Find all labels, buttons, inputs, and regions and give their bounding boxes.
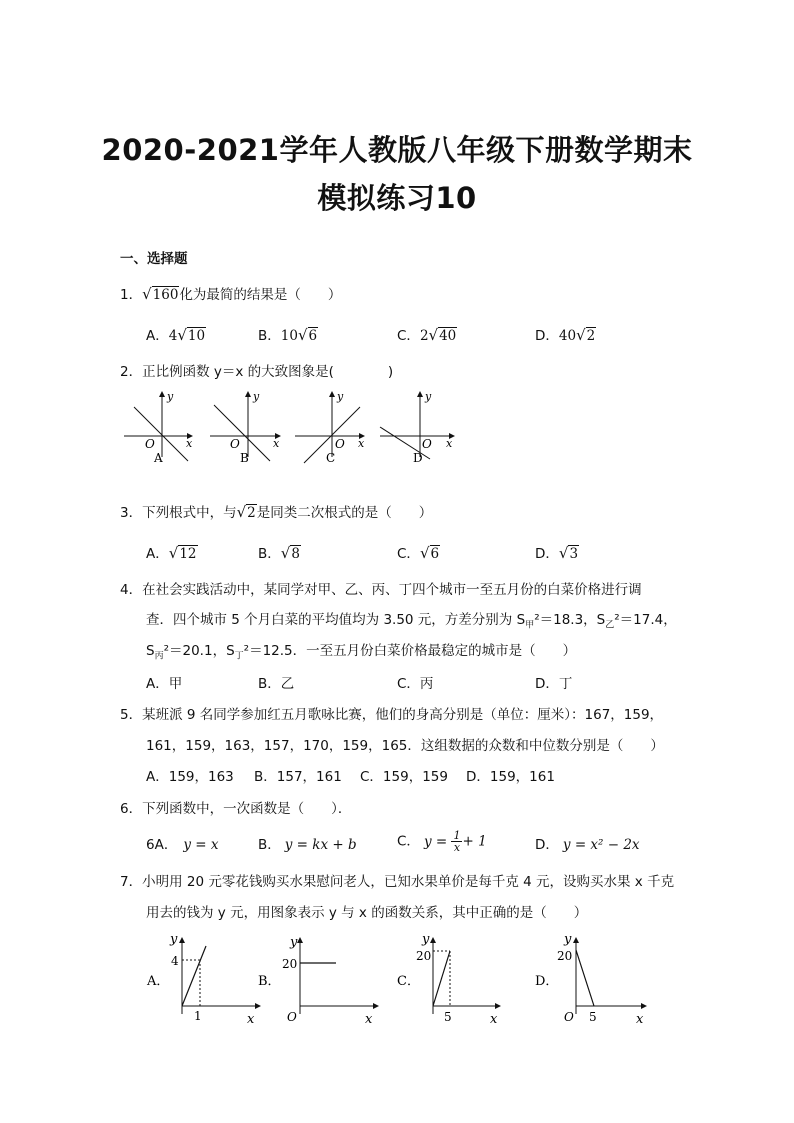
graph-c-letter: C <box>326 451 336 465</box>
question-1-radical: √160 <box>142 285 179 303</box>
question-1-option-b: B．10√6 <box>258 326 318 344</box>
question-3-option-b: B．√8 <box>258 544 300 562</box>
q7-graph-c-letter: C． <box>397 974 420 989</box>
question-4-option-d: D．丁 <box>535 676 573 692</box>
q7-graph-b-y-label: y <box>290 935 298 950</box>
question-5-line-2: 161，159，163，157，170，159，165．这组数据的众数和中位数分别是（ ） <box>146 738 664 754</box>
q7-graph-d-letter: D． <box>535 974 559 989</box>
question-5-line-1: 5．某班派 9 名同学参加红五月歌咏比赛，他们的身高分别是（单位：厘米）：167，159， <box>120 707 664 723</box>
question-3 <box>120 503 432 522</box>
q7-graph-c-x-label: x <box>490 1012 498 1027</box>
question-4-line-1: 4．在社会实践活动中，某同学对甲、乙、丙、丁四个城市一至五月份的白菜价格进行调 <box>120 582 642 598</box>
q7-graph-a-y-tick: 4 <box>171 954 179 968</box>
q7-graph-d-x-label: x <box>636 1012 644 1027</box>
graph-d-origin: O <box>422 437 432 451</box>
q7-graph-a <box>146 932 260 1027</box>
q7-graph-d-x-tick: 5 <box>589 1010 597 1024</box>
question-7-line-1: 7．小明用 20 元零花钱购买水果慰问老人，已知水果单价是每千克 4 元，设购买水果 x 千克 <box>120 874 675 890</box>
graph-c-x-label: x <box>358 437 365 450</box>
question-1 <box>120 285 341 304</box>
graph-b-x-label: x <box>273 437 280 450</box>
graph-b <box>210 390 280 465</box>
question-1-option-d: D．40√2 <box>535 326 596 344</box>
page-title-line-1: 2020-2021学年人教版八年级下册数学期末 <box>101 133 693 167</box>
q7-graph-b-origin: O <box>287 1010 297 1024</box>
q7-graph-a-letter: A． <box>147 974 170 989</box>
q7-graph-a-x-label: x <box>247 1012 255 1027</box>
q7-graph-b-x-label: x <box>365 1012 373 1027</box>
question-2-graphs <box>118 385 463 465</box>
graph-c-y-label: y <box>337 390 344 403</box>
question-1-option-a: A．4√10 <box>146 326 206 344</box>
graph-c <box>295 390 365 465</box>
question-3-prefix: 3．下列根式中，与 <box>120 505 237 521</box>
question-6-option-c: C． y = $\frac{1}{x}$ + 1 <box>397 829 487 854</box>
q7-graph-d-y-tick: 20 <box>557 949 573 963</box>
graph-d-x-label: x <box>446 437 453 450</box>
graph-b-y-label: y <box>253 390 260 403</box>
question-4-line-2: 查．四个城市 5 个月白菜的平均值均为 3.50 元，方差分别为 $S_甲^2=18.3$，$S_乙^2=17.4$， <box>146 612 677 631</box>
question-3-radical: √2 <box>236 503 256 521</box>
q7-graph-b-letter: B． <box>258 974 281 989</box>
graph-c-origin: O <box>335 437 345 451</box>
question-5-option-d: D．159，161 <box>466 769 555 785</box>
q7-graph-d-y-label: y <box>564 932 572 947</box>
question-5-option-b: B．157，161 <box>254 769 342 785</box>
question-5-option-a: A．159，163 <box>146 769 234 785</box>
graph-d-y-label: y <box>425 390 432 403</box>
q7-graph-c-y-tick: 20 <box>416 949 432 963</box>
question-3-option-a: A．√12 <box>146 544 197 562</box>
question-6-option-b: B． y = kx + b <box>258 837 357 853</box>
question-6-option-a: 6A． y = x <box>146 837 219 853</box>
question-4-option-b: B．乙 <box>258 676 295 692</box>
question-3-suffix: 是同类二次根式的是（ ） <box>256 505 433 521</box>
section-heading: 一、选择题 <box>120 251 188 267</box>
question-4-option-a: A．甲 <box>146 676 183 692</box>
graph-b-letter: B <box>240 451 249 465</box>
question-7-line-2: 用去的钱为 y 元，用图象表示 y 与 x 的函数关系，其中正确的是（ ） <box>146 905 588 921</box>
question-6-option-d: D． y = x² − 2x <box>535 837 640 853</box>
q7-graph-c-x-tick: 5 <box>444 1010 452 1024</box>
question-6-text: 6．下列函数中，一次函数是（ ）． <box>120 801 352 817</box>
graph-b-origin: O <box>230 437 240 451</box>
q7-graph-b <box>258 935 378 1027</box>
q7-graph-c-y-label: y <box>422 932 430 947</box>
question-1-option-c: C．2√40 <box>397 326 457 344</box>
graph-a-origin: O <box>145 437 155 451</box>
question-4-option-c: C．丙 <box>397 676 434 692</box>
graph-d <box>380 390 454 465</box>
question-1-number: 1． <box>120 287 143 303</box>
question-7-graphs <box>140 928 660 1028</box>
q7-graph-a-x-tick: 1 <box>194 1009 202 1023</box>
graph-a-y-label: y <box>167 390 174 403</box>
q7-graph-d <box>535 932 646 1027</box>
graph-d-letter: D <box>413 451 423 465</box>
question-3-option-c: C．√6 <box>397 544 440 562</box>
q7-graph-a-y-label: y <box>170 932 178 947</box>
question-2-text: 2．正比例函数 y＝x 的大致图象是( ) <box>120 364 394 380</box>
graph-a <box>124 390 193 465</box>
q7-graph-b-y-tick: 20 <box>282 957 298 971</box>
q7-graph-c <box>397 932 500 1027</box>
question-3-option-d: D．√3 <box>535 544 579 562</box>
question-5-option-c: C．159，159 <box>360 769 448 785</box>
page-title-line-2: 模拟练习10 <box>317 181 477 215</box>
q7-graph-d-origin: O <box>564 1010 574 1024</box>
graph-a-letter: A <box>154 451 163 465</box>
question-1-text: 化为最简的结果是（ ） <box>179 287 342 303</box>
graph-a-x-label: x <box>186 437 193 450</box>
question-4-line-3: $S_丙^2=20.1$，$S_丁^2=12.5$．一至五月份白菜价格最稳定的城市是（ ） <box>146 643 577 662</box>
